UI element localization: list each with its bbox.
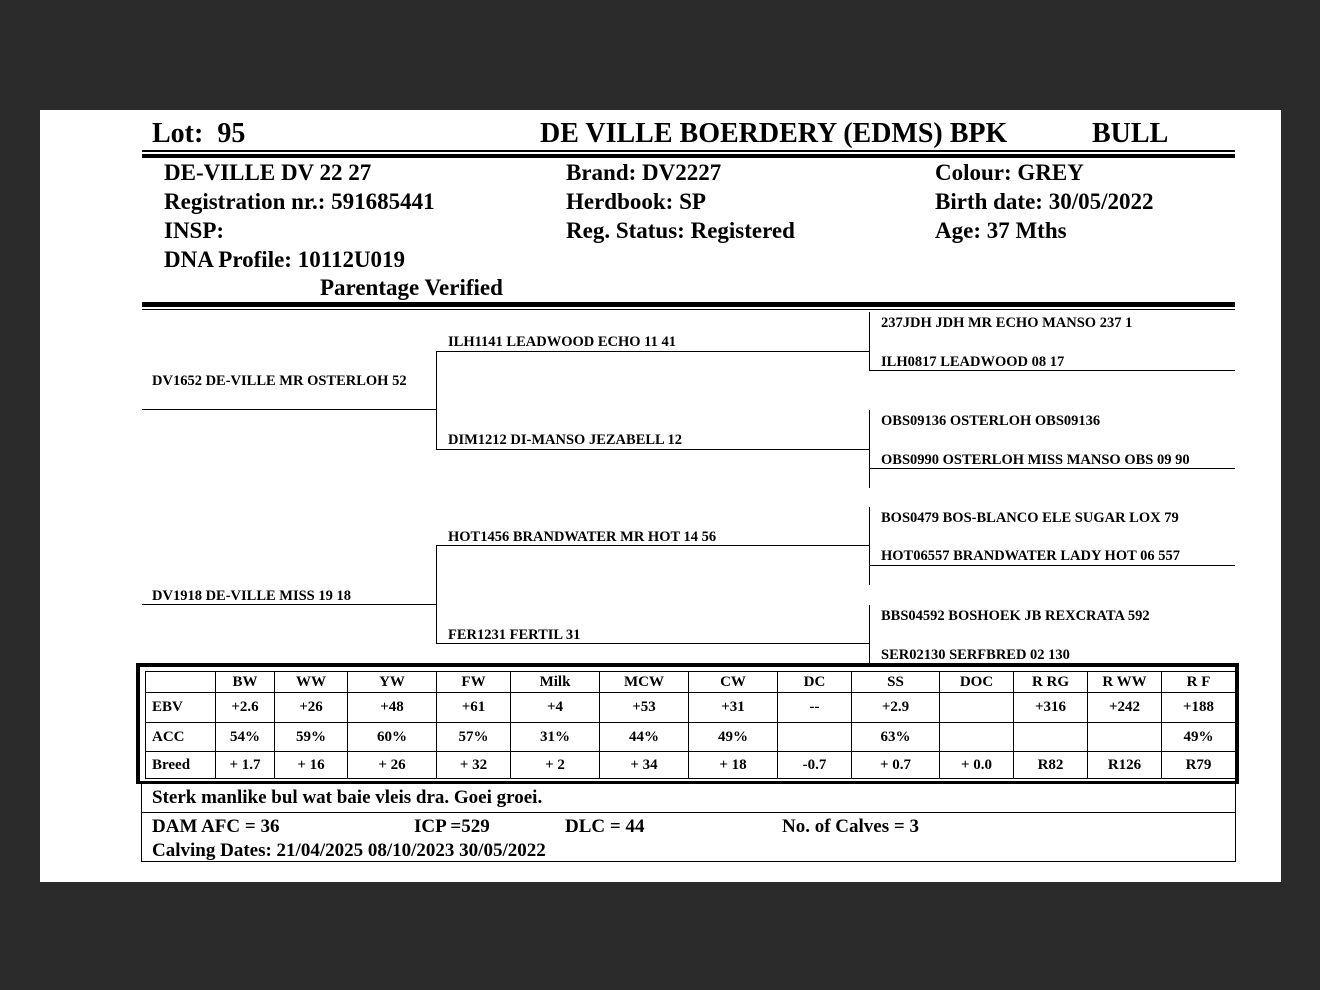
dam-line	[142, 604, 437, 605]
col-header-rww: R WW	[1088, 672, 1162, 693]
table-cell	[1014, 723, 1088, 752]
col-header-ww: WW	[275, 672, 348, 693]
ebv-frame-top	[136, 663, 1239, 667]
pedigree-sire-dam: DIM1212 DI-MANSO JEZABELL 12	[448, 432, 683, 448]
dna-profile: DNA Profile: 10112U019	[164, 247, 406, 272]
col-header-bw: BW	[216, 672, 275, 693]
col-header-mcw: MCW	[600, 672, 689, 693]
registration-number: Registration nr.: 591685441	[164, 189, 435, 214]
col-header-blank	[146, 672, 216, 693]
table-cell: + 1.7	[216, 752, 275, 779]
breeder-name: DE VILLE BOERDERY (EDMS) BPK	[540, 118, 1008, 149]
comment-text: Sterk manlike bul wat baie vleis dra. Goei groei.	[152, 787, 543, 808]
dam-bracket	[436, 545, 437, 644]
ebv-header-row	[146, 672, 1236, 693]
col-header-doc: DOC	[940, 672, 1014, 693]
header-rule-thick	[142, 154, 1235, 158]
birth-date: Birth date: 30/05/2022	[935, 189, 1154, 214]
dd-line	[436, 643, 869, 644]
pedigree-g3-6: HOT06557 BRANDWATER LADY HOT 06 557	[881, 548, 1181, 564]
ebv-table	[145, 671, 1236, 779]
col-header-ss: SS	[852, 672, 940, 693]
dam-dlc: DLC = 44	[565, 816, 645, 837]
table-cell: R79	[1162, 752, 1236, 779]
ss-line	[436, 351, 869, 352]
pedigree-g3-5: BOS0479 BOS-BLANCO ELE SUGAR LOX 79	[881, 510, 1179, 526]
ebv-frame-left	[136, 663, 140, 784]
header-rule-thin	[142, 150, 1235, 152]
table-cell: + 16	[275, 752, 348, 779]
g3-line-2	[869, 370, 1235, 371]
col-header-milk: Milk	[511, 672, 600, 693]
table-cell: +4	[511, 693, 600, 723]
table-cell: +31	[689, 693, 778, 723]
g3-line-4	[869, 468, 1235, 469]
sex-label: BULL	[1092, 118, 1169, 149]
table-row	[146, 723, 1236, 752]
ds-line	[436, 545, 869, 546]
table-cell: +26	[275, 693, 348, 723]
dam-icp: ICP =529	[414, 816, 490, 837]
comment-divider	[141, 812, 1236, 813]
dam-afc: DAM AFC = 36	[152, 816, 280, 837]
info-rule-thin	[142, 309, 1235, 310]
table-cell: 59%	[275, 723, 348, 752]
col-header-rf: R F	[1162, 672, 1236, 693]
table-row	[146, 693, 1236, 723]
g3-line-6	[869, 565, 1235, 566]
pedigree-sire-sire: ILH1141 LEADWOOD ECHO 11 41	[448, 334, 677, 350]
table-cell: + 26	[348, 752, 437, 779]
colour: Colour: GREY	[935, 160, 1084, 185]
row-label-acc: ACC	[146, 723, 216, 752]
reg-status: Reg. Status: Registered	[566, 218, 795, 243]
table-cell: +2.6	[216, 693, 275, 723]
pedigree-g3-1: 237JDH JDH MR ECHO MANSO 237 1	[881, 315, 1133, 331]
table-cell	[778, 723, 852, 752]
col-header-fw: FW	[437, 672, 511, 693]
sire-line	[142, 409, 437, 410]
table-cell	[940, 693, 1014, 723]
lot-sheet	[40, 110, 1281, 882]
col-header-cw: CW	[689, 672, 778, 693]
pedigree-g3-2: ILH0817 LEADWOOD 08 17	[881, 354, 1065, 370]
col-header-dc: DC	[778, 672, 852, 693]
table-cell	[1088, 723, 1162, 752]
table-cell: --	[778, 693, 852, 723]
table-cell: 54%	[216, 723, 275, 752]
table-cell: +53	[600, 693, 689, 723]
brand: Brand: DV2227	[566, 160, 722, 185]
table-cell: 31%	[511, 723, 600, 752]
table-cell: + 0.7	[852, 752, 940, 779]
g3-bracket-2	[869, 410, 870, 488]
table-cell: 44%	[600, 723, 689, 752]
table-cell: R82	[1014, 752, 1088, 779]
pedigree-g3-4: OBS0990 OSTERLOH MISS MANSO OBS 09 90	[881, 452, 1190, 468]
info-rule-thick	[142, 302, 1235, 307]
table-cell: + 32	[437, 752, 511, 779]
parentage-status: Parentage Verified	[320, 275, 503, 300]
pedigree-sire: DV1652 DE-VILLE MR OSTERLOH 52	[152, 373, 407, 389]
table-cell: 60%	[348, 723, 437, 752]
table-cell: 49%	[689, 723, 778, 752]
lot-label: Lot: 95	[152, 118, 246, 149]
table-cell: 49%	[1162, 723, 1236, 752]
table-cell: +242	[1088, 693, 1162, 723]
insp-label: INSP:	[164, 218, 225, 243]
g3-bracket-3	[869, 507, 870, 585]
age: Age: 37 Mths	[935, 218, 1067, 243]
lot-number: 95	[217, 118, 246, 149]
row-label-breed: Breed	[146, 752, 216, 779]
pedigree-dam-dam: FER1231 FERTIL 31	[448, 627, 581, 643]
table-row	[146, 752, 1236, 779]
table-cell: +48	[348, 693, 437, 723]
table-cell: + 34	[600, 752, 689, 779]
pedigree-dam: DV1918 DE-VILLE MISS 19 18	[152, 588, 351, 604]
animal-name: DE-VILLE DV 22 27	[164, 160, 372, 185]
g3-bracket-4	[869, 605, 870, 663]
row-label-ebv: EBV	[146, 693, 216, 723]
table-cell: +188	[1162, 693, 1236, 723]
table-cell: + 0.0	[940, 752, 1014, 779]
table-cell: +316	[1014, 693, 1088, 723]
table-cell	[940, 723, 1014, 752]
calving-dates: Calving Dates: 21/04/2025 08/10/2023 30/05/2022	[152, 840, 546, 861]
herdbook: Herdbook: SP	[566, 189, 706, 214]
sire-bracket	[436, 351, 437, 450]
table-cell: -0.7	[778, 752, 852, 779]
pedigree-g3-3: OBS09136 OSTERLOH OBS09136	[881, 413, 1101, 429]
pedigree-g3-7: BBS04592 BOSHOEK JB REXCRATA 592	[881, 608, 1150, 624]
table-cell: + 2	[511, 752, 600, 779]
table-cell: R126	[1088, 752, 1162, 779]
pedigree-g3-8: SER02130 SERFBRED 02 130	[881, 647, 1070, 663]
dam-calves: No. of Calves = 3	[782, 816, 919, 837]
table-cell: 63%	[852, 723, 940, 752]
pedigree-dam-sire: HOT1456 BRANDWATER MR HOT 14 56	[448, 529, 717, 545]
g3-bracket-1	[869, 312, 870, 370]
table-cell: +61	[437, 693, 511, 723]
table-cell: 57%	[437, 723, 511, 752]
table-cell: + 18	[689, 752, 778, 779]
table-cell: +2.9	[852, 693, 940, 723]
sd-line	[436, 449, 869, 450]
col-header-rrg: R RG	[1014, 672, 1088, 693]
col-header-yw: YW	[348, 672, 437, 693]
